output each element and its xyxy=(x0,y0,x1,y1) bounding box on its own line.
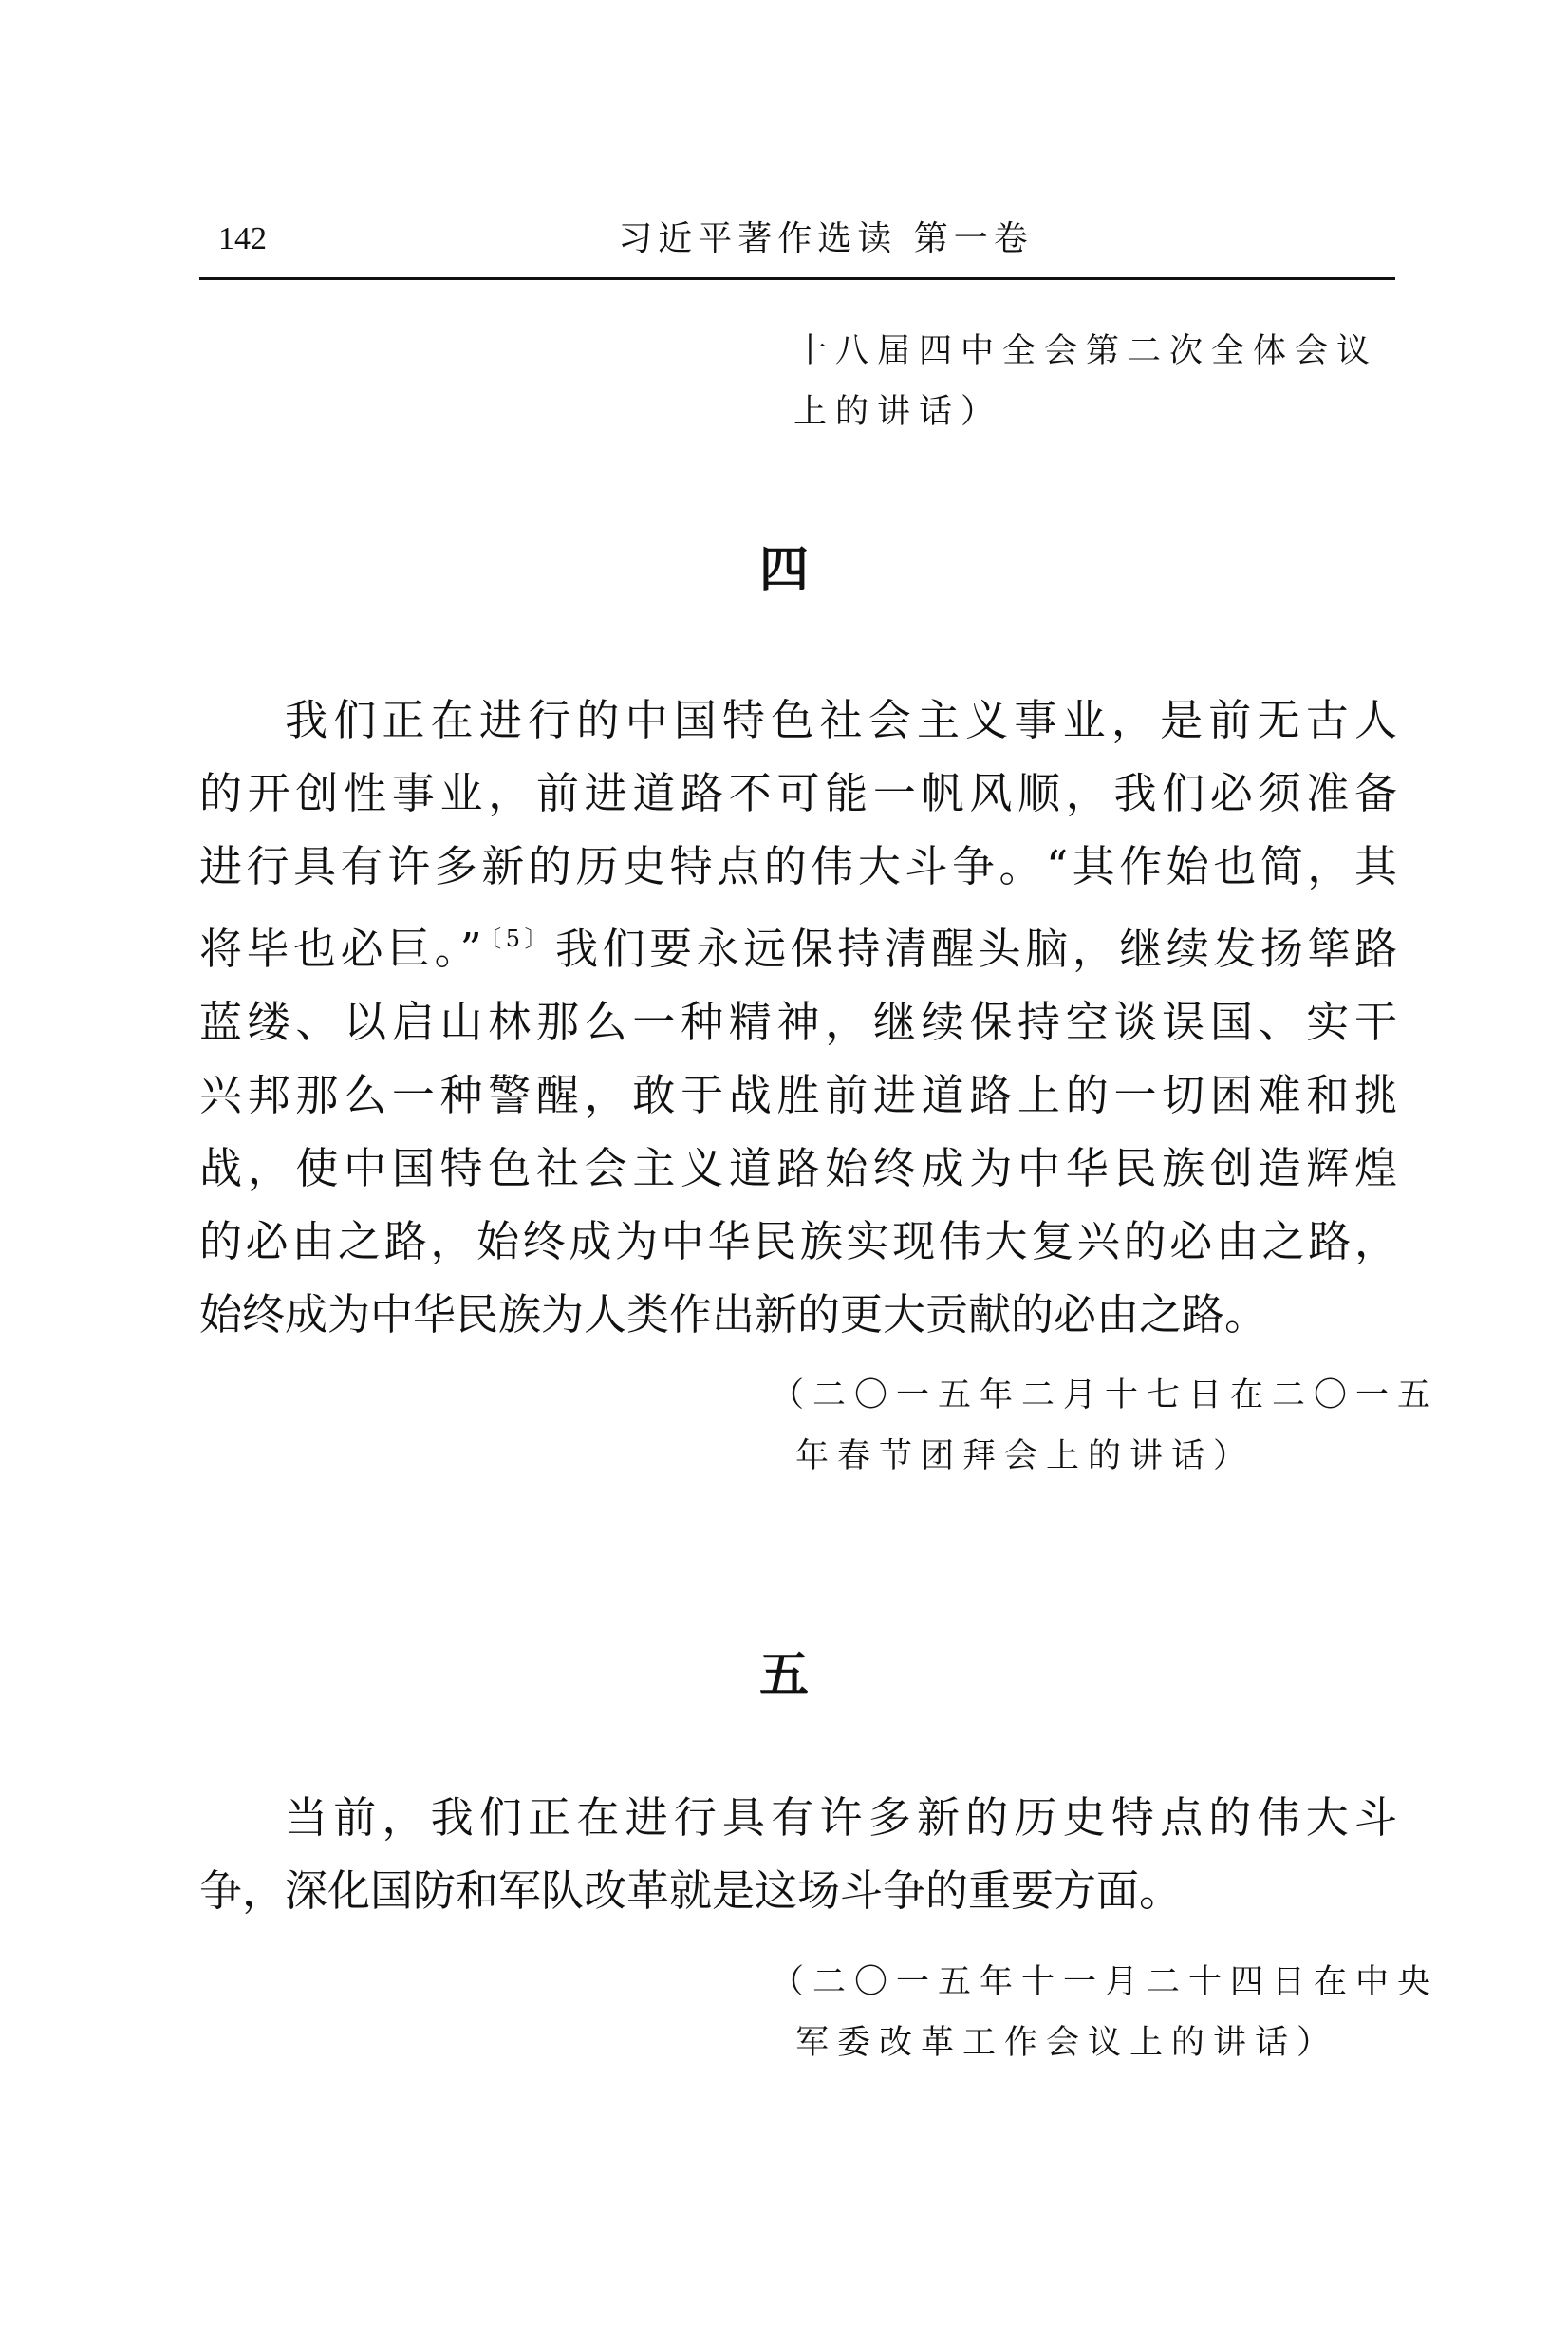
paragraph-line: 我们正在进行的中国特色社会主义事业，是前无古人 xyxy=(285,695,1397,745)
section-heading-five: 五 xyxy=(758,1647,809,1704)
paragraph-line: 兴邦那么一种警醒，敢于战胜前进道路上的一切困难和挑 xyxy=(199,1070,1397,1120)
paragraph-line: 的必由之路，始终成为中华民族实现伟大复兴的必由之路， xyxy=(199,1216,1397,1266)
paragraph-line: 战，使中国特色社会主义道路始终成为中华民族创造辉煌 xyxy=(199,1143,1397,1193)
quote-end: 将毕也必巨。” xyxy=(199,924,482,974)
quote-continuation: 我们要永远保持清醒头脑，继续发扬筚路 xyxy=(555,924,1397,974)
paragraph-line: 进行具有许多新的历史特点的伟大斗争。“其作始也简，其 xyxy=(199,841,1397,891)
source-line: 年春节团拜会上的讲话） xyxy=(795,1437,1256,1475)
source-note-continued xyxy=(793,321,1401,442)
footnote-marker: 〔5〕 xyxy=(485,926,552,952)
paragraph-line-with-note xyxy=(199,903,1397,985)
paragraph-line: 蓝缕、以启山林那么一种精神，继续保持空谈误国、实干 xyxy=(199,997,1397,1047)
section-heading-four: 四 xyxy=(758,542,809,599)
source-line: 十八届四中全会第二次全体会议 xyxy=(793,332,1379,370)
source-note-section-five xyxy=(771,1952,1440,2073)
source-line: （二〇一五年二月十七日在二〇一五 xyxy=(771,1377,1440,1414)
paragraph-line: 始终成为中华民族为人类作出新的更大贡献的必由之路。 xyxy=(199,1289,1268,1339)
paragraph-section-four xyxy=(199,684,1397,1351)
source-line: 军委改革工作会议上的讲话） xyxy=(795,2024,1339,2062)
source-line: 上的讲话） xyxy=(793,393,1003,431)
page-number: 142 xyxy=(218,221,267,256)
paragraph-section-five xyxy=(199,1781,1397,1927)
paragraph-line: 的开创性事业，前进道路不可能一帆风顺，我们必须准备 xyxy=(199,768,1397,818)
source-note-section-four xyxy=(771,1365,1440,1487)
source-line: （二〇一五年十一月二十四日在中央 xyxy=(771,1963,1440,2001)
running-title: 习近平著作选读 第一卷 xyxy=(618,219,1034,258)
header-rule xyxy=(199,277,1395,280)
paragraph-line: 当前，我们正在进行具有许多新的历史特点的伟大斗 xyxy=(285,1792,1397,1843)
running-header xyxy=(199,213,1395,266)
paragraph-line: 争，深化国防和军队改革就是这场斗争的重要方面。 xyxy=(199,1865,1183,1916)
